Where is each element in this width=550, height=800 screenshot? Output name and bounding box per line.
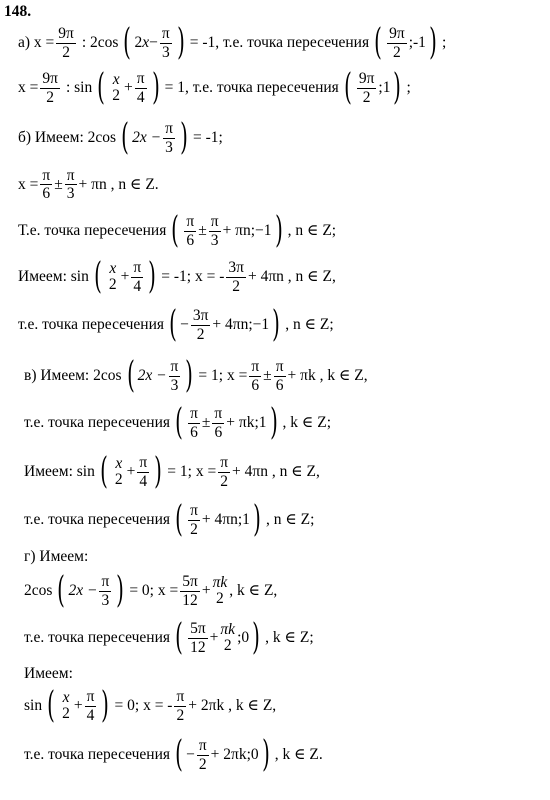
- part-b-line-5: т.е. точка пересечения ( − $\frac{3\pi}{2}$ + 4πn;−1 ) , n ∈ Z;: [18, 304, 334, 345]
- intersection-point: ( $\frac{5\pi}{12}$ + πk 2 ;0 ): [175, 617, 261, 658]
- part-g-line-4: Имеем:: [24, 665, 73, 682]
- part-g-line-5: sin ( x 2 + $\frac{\pi}{4}$ ) = 0; x = - $\frac{\pi}{2}$ + 2πk , k ∈ Z,: [24, 685, 277, 726]
- intersection-point: ( $\frac{\pi}{6}$ ± $\frac{\pi}{3}$ + πn;−1 ): [171, 210, 283, 251]
- paren-group: ( x 2 + $\frac{\pi}{4}$ ): [97, 67, 160, 108]
- intersection-point: ( $\frac{\pi}{2}$ + 4πn;1 ): [175, 499, 261, 540]
- part-b-line-4: Имеем: sin ( x 2 + $\frac{\pi}{4}$ ) = -1; x = - $\frac{3\pi}{2}$ + 4πn , n ∈ Z,: [18, 256, 336, 297]
- part-v-line-1: в) Имеем: 2cos ( 2x − $\frac{\pi}{3}$ ) = 1; x = $\frac{\pi}{6}$ ± $\frac{\pi}{6}$ + πk , k ∈ Z,: [24, 355, 368, 396]
- paren-group: ( 2x − $\frac{\pi}{3}$ ): [126, 355, 194, 396]
- part-g-line-6: т.е. точка пересечения ( − $\frac{\pi}{2}$ + 2πk;0 ) , k ∈ Z.: [24, 734, 323, 775]
- part-v-line-3: Имеем: sin ( x 2 + $\frac{\pi}{4}$ ) = 1; x = $\frac{\pi}{2}$ + 4πn , n ∈ Z,: [24, 451, 320, 492]
- part-g-line-2: 2cos ( 2x − $\frac{\pi}{3}$ ) = 0; x = $\frac{5\pi}{12}$ + πk 2 , k ∈ Z,: [24, 570, 278, 611]
- paren-group: ( x 2 + $\frac{\pi}{4}$ ): [100, 451, 163, 492]
- part-g-line-1: г) Имеем:: [24, 548, 89, 565]
- intersection-point: ( − $\frac{3\pi}{2}$ + 4πn;−1 ): [169, 304, 281, 345]
- part-b-line-3: Т.е. точка пересечения ( $\frac{\pi}{6}$ ± $\frac{\pi}{3}$ + πn;−1 ) , n ∈ Z;: [18, 210, 337, 251]
- part-v-line-2: т.е. точка пересечения ( $\frac{\pi}{6}$ ± $\frac{\pi}{6}$ + πk;1 ) , k ∈ Z;: [24, 402, 332, 443]
- paren-group: ( x 2 + $\frac{\pi}{4}$ ): [47, 685, 110, 726]
- paren-group: ( 2x − $\frac{\pi}{3}$ ): [57, 570, 125, 611]
- part-v-line-4: т.е. точка пересечения ( $\frac{\pi}{2}$ + 4πn;1 ) , n ∈ Z;: [24, 499, 315, 540]
- paren-group: ( x 2 + $\frac{\pi}{4}$ ): [94, 256, 157, 297]
- part-b-line-1: б) Имеем: 2cos ( 2x − $\frac{\pi}{3}$ ) = -1;: [18, 117, 223, 158]
- paren-group: ( 2 x − $\frac{\pi}{3}$ ): [123, 22, 185, 63]
- part-a-line-2: x = $\frac{9\pi}{2}$ : sin ( x 2 + $\frac{\pi}{4}$ ) = 1, т.е. точка пересечения ( $\frac{9\pi}{2}$ ;1 ) ;: [18, 67, 411, 108]
- fraction: $\frac{9\pi}{2}$: [58, 25, 74, 61]
- part-a-line-1: а) x = $\frac{9\pi}{2}$ : 2cos ( 2 x − $\frac{\pi}{3}$ ) = -1, т.е. точка пересечения ( $\frac{9\pi}{2}$ ;-1 ) ;: [18, 22, 447, 63]
- intersection-point: ( $\frac{9\pi}{2}$ ;-1 ): [374, 22, 437, 63]
- intersection-point: ( − $\frac{\pi}{2}$ + 2πk;0 ): [175, 734, 270, 775]
- part-g-line-3: т.е. точка пересечения ( $\frac{5\pi}{12}$ + πk 2 ;0 ) , k ∈ Z;: [24, 617, 314, 658]
- part-b-line-2: x = $\frac{\pi}{6}$ ± $\frac{\pi}{3}$ + πn , n ∈ Z.: [18, 167, 159, 203]
- fraction: $\frac{9\pi}{2}$: [42, 70, 58, 106]
- problem-number: 148.: [4, 3, 32, 20]
- intersection-point: ( $\frac{\pi}{6}$ ± $\frac{\pi}{6}$ + πk;1 ): [175, 402, 278, 443]
- intersection-point: ( $\frac{9\pi}{2}$ ;1 ): [343, 67, 402, 108]
- paren-group: ( 2x − $\frac{\pi}{3}$ ): [121, 117, 188, 158]
